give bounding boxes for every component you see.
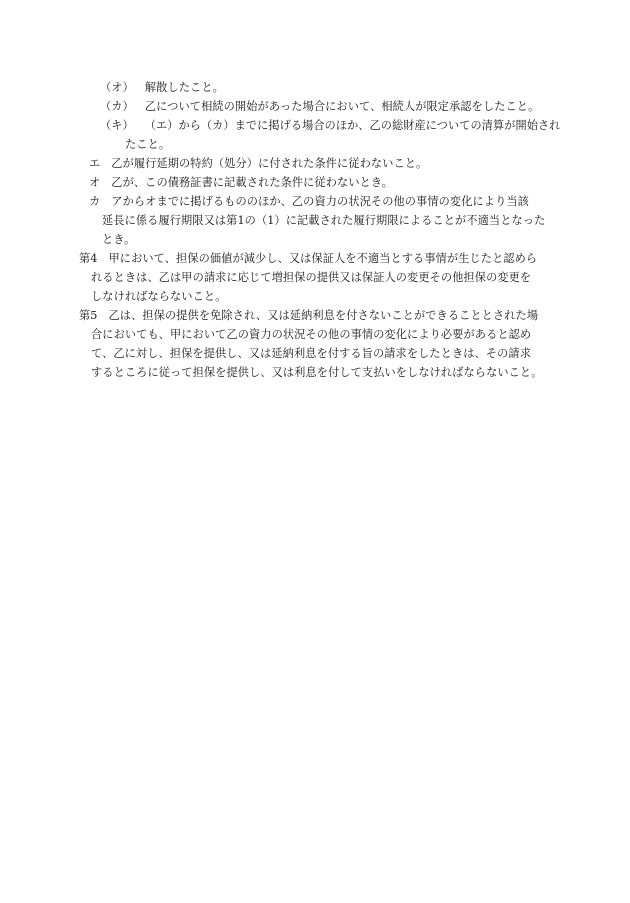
article-5-continuation-3 <box>91 363 543 383</box>
item-ka2-continuation-1 <box>102 211 545 231</box>
article-4-continuation-2 <box>91 287 226 307</box>
item-ka <box>100 97 539 117</box>
article-4-line2: れるときは、乙は甲の請求に応じて増担保の提供又は保証人の変更その他担保の変更を <box>91 271 532 284</box>
article-5 <box>79 306 538 326</box>
article-4-line1: 甲において、担保の価値が減少し、又は保証人を不適当とする事情が生じたと認めら <box>108 252 538 265</box>
item-ka2-continuation-2 <box>102 230 135 250</box>
item-ki-label: （キ） <box>100 119 134 132</box>
item-ki-text-line2: たこと。 <box>125 138 171 151</box>
item-ki-text-line1: （エ）から（カ）までに掲げる場合のほか、乙の総財産についての清算が開始され <box>144 119 561 132</box>
item-ka-label: （カ） <box>100 100 134 113</box>
article-5-line4: するところに従って担保を提供し、又は利息を付して支払いをしなければならないこと。 <box>91 366 543 379</box>
item-o-label: （オ） <box>100 81 134 94</box>
article-4 <box>79 249 537 269</box>
item-ka2 <box>89 192 529 212</box>
item-o2-label: オ <box>89 176 101 189</box>
article-4-line3: しなければならないこと。 <box>91 290 227 303</box>
item-o <box>100 78 224 98</box>
item-ki <box>100 116 560 136</box>
item-o2 <box>89 173 393 193</box>
item-ka2-text-line3: とき。 <box>102 233 136 246</box>
article-5-label: 第5 <box>79 309 98 322</box>
article-5-continuation-2 <box>91 344 531 364</box>
article-4-label: 第4 <box>79 252 98 265</box>
item-ka2-label: カ <box>89 195 101 208</box>
item-ki-continuation <box>125 135 170 155</box>
item-e-text: 乙が履行延期の特約（処分）に付された条件に従わないこと。 <box>111 157 428 170</box>
article-5-line2: 合においても、甲において乙の資力の状況その他の事情の変化により必要があると認め <box>91 328 532 341</box>
item-ka2-text-line2: 延長に係る履行期限又は第1の（1）に記載された履行期限によることが不適当となった <box>102 214 546 227</box>
item-o2-text: 乙が、この債務証書に記載された条件に従わないとき。 <box>111 176 394 189</box>
article-5-line1: 乙は、担保の提供を免除され、又は延納利息を付さないことができることとされた場 <box>108 309 539 322</box>
item-ka2-text-line1: アからオまでに掲げるもののほか、乙の資力の状況その他の事情の変化により当該 <box>111 195 529 208</box>
article-5-continuation-1 <box>91 325 531 345</box>
item-o-text: 解散したこと。 <box>144 81 224 94</box>
item-e <box>89 154 427 174</box>
article-4-continuation-1 <box>91 268 531 288</box>
article-5-line3: て、乙に対し、担保を提供し、又は延納利息を付する旨の請求をしたときは、その請求 <box>91 347 531 360</box>
item-e-label: エ <box>89 157 101 170</box>
item-ka-text: 乙について相続の開始があった場合において、相続人が限定承認をしたこと。 <box>144 100 540 113</box>
